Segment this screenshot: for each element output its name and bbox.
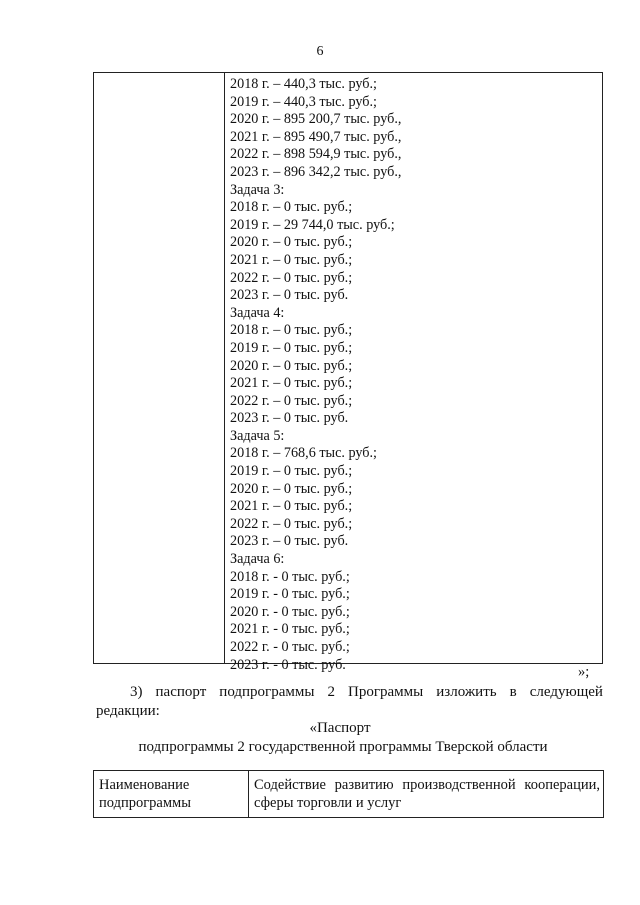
funding-line: 2023 г. - 0 тыс. руб. [230, 656, 346, 673]
funding-line: 2018 г. - 0 тыс. руб.; [230, 568, 350, 585]
funding-line: 2021 г. - 0 тыс. руб.; [230, 621, 350, 638]
funding-line: Задача 6: [230, 551, 285, 568]
funding-line: Задача 3: [230, 181, 285, 198]
funding-line: 2018 г. – 0 тыс. руб.; [230, 199, 353, 216]
funding-line: 2021 г. – 0 тыс. руб.; [230, 498, 353, 515]
funding-line: 2022 г. – 898 594,9 тыс. руб., [230, 146, 402, 163]
funding-list [230, 76, 401, 674]
table-column-divider [248, 771, 249, 817]
funding-line: 2020 г. – 0 тыс. руб.; [230, 480, 353, 497]
funding-line: 2019 г. – 0 тыс. руб.; [230, 339, 353, 356]
table-column-divider [224, 73, 225, 663]
funding-line: 2019 г. – 29 744,0 тыс. руб.; [230, 216, 395, 233]
funding-line: 2023 г. – 0 тыс. руб. [230, 287, 349, 304]
paragraph-word: следующей [529, 684, 603, 700]
funding-line: 2019 г. – 0 тыс. руб.; [230, 463, 353, 480]
paragraph-line-1 [96, 683, 603, 702]
funding-line: 2022 г. – 0 тыс. руб.; [230, 515, 353, 532]
funding-line: 2021 г. – 0 тыс. руб.; [230, 251, 353, 268]
funding-line: Задача 5: [230, 427, 285, 444]
funding-line: 2018 г. – 768,6 тыс. руб.; [230, 445, 377, 462]
paragraph-line-2: редакции: [96, 703, 160, 719]
paragraph-word: в [509, 684, 517, 700]
subprogram-passport-table [93, 770, 604, 818]
page-number: 6 [316, 44, 324, 59]
funding-line: 2022 г. - 0 тыс. руб.; [230, 639, 350, 655]
closing-quote: »; [578, 664, 590, 680]
funding-line: 2023 г. – 896 342,2 тыс. руб., [230, 163, 402, 180]
passport-title-line-1: «Паспорт [309, 720, 371, 736]
funding-line: 2021 г. – 895 490,7 тыс. руб., [230, 128, 402, 145]
funding-line: 2020 г. – 0 тыс. руб.; [230, 357, 353, 374]
funding-line: 2020 г. – 895 200,7 тыс. руб., [230, 111, 402, 128]
funding-line: 2018 г. – 0 тыс. руб.; [230, 322, 353, 339]
funding-line: 2022 г. – 0 тыс. руб.; [230, 392, 353, 409]
paragraph-word: 3) [130, 684, 143, 700]
funding-line: 2022 г. – 0 тыс. руб.; [230, 269, 353, 286]
amendment-paragraph [96, 683, 603, 721]
paragraph-word: 2 [327, 684, 335, 700]
subprogram-name-label: Наименование подпрограммы [99, 777, 191, 811]
paragraph-word: Программы [348, 684, 424, 700]
funding-line: 2023 г. – 0 тыс. руб. [230, 533, 349, 550]
paragraph-word: изложить [436, 684, 497, 700]
funding-table [93, 72, 603, 673]
funding-line: 2018 г. – 440,3 тыс. руб.; [230, 76, 377, 92]
subprogram-name-value: Содействие развитию производственной кооперации, сферы торговли и услуг [254, 777, 600, 811]
passport-title-line-2: подпрограммы 2 государственной программы Тверской области [138, 739, 548, 755]
funding-line: 2020 г. - 0 тыс. руб.; [230, 603, 350, 620]
funding-line: 2021 г. – 0 тыс. руб.; [230, 375, 353, 392]
paragraph-word: паспорт [155, 684, 207, 700]
funding-line: 2019 г. - 0 тыс. руб.; [230, 586, 350, 603]
passport-title [0, 719, 640, 757]
funding-line: 2023 г. – 0 тыс. руб. [230, 410, 349, 427]
funding-line: 2020 г. – 0 тыс. руб.; [230, 234, 353, 251]
paragraph-word: подпрограммы [219, 684, 315, 700]
funding-line: 2019 г. – 440,3 тыс. руб.; [230, 93, 377, 110]
funding-line: Задача 4: [230, 304, 285, 321]
